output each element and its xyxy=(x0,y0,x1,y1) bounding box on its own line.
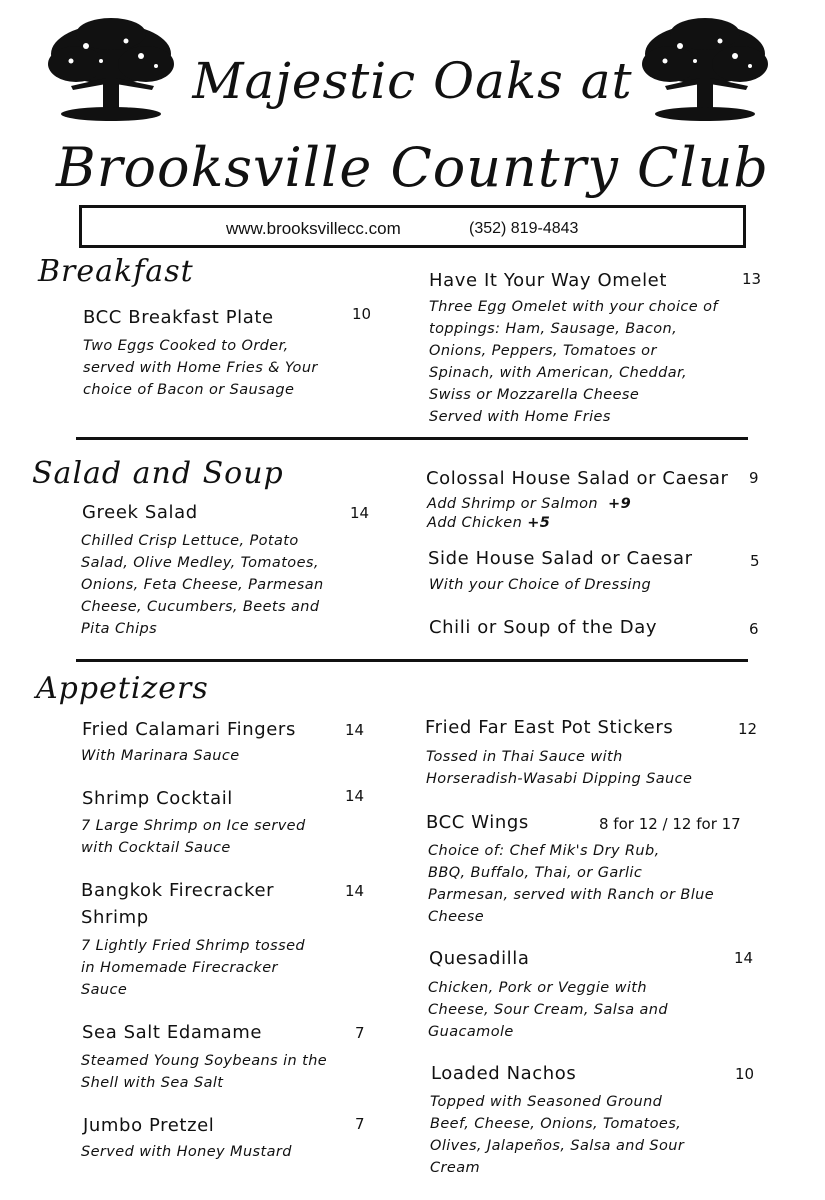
item-description: Choice of: Chef Mik's Dry Rub, BBQ, Buffalo, Thai, or Garlic Parmesan, served with Ranch or Blue Cheese xyxy=(428,843,715,925)
item-price: 14 xyxy=(345,721,365,739)
section-title-salad-soup: Salad and Soup xyxy=(32,456,284,491)
item-description: Topped with Seasoned Ground Beef, Cheese, Onions, Tomatoes, Olives, Jalapeños, Salsa and Sour Cream xyxy=(430,1094,685,1176)
item-name: Have It Your Way Omelet xyxy=(429,270,668,291)
item-price: 7 xyxy=(355,1115,365,1133)
item-price: 14 xyxy=(350,504,370,522)
item-description: Chilled Crisp Lettuce, Potato Salad, Olive Medley, Tomatoes, Onions, Feta Cheese, Parmesan Cheese, Cucumbers, Beets and Pita Chips xyxy=(81,533,324,637)
item-description: Two Eggs Cooked to Order, served with Home Fries & Your choice of Bacon or Sausage xyxy=(83,338,318,398)
item-description: Chicken, Pork or Veggie with Cheese, Sour Cream, Salsa and Guacamole xyxy=(428,980,668,1040)
item-price: 13 xyxy=(742,270,762,288)
item-price: 12 xyxy=(738,720,758,738)
item-price: 14 xyxy=(345,882,365,900)
item-name: Loaded Nachos xyxy=(431,1063,577,1084)
title-line-1: Majestic Oaks at xyxy=(192,52,633,110)
item-price: 5 xyxy=(750,552,760,570)
item-name: Bangkok Firecracker xyxy=(81,880,275,901)
item-name: Colossal House Salad or Caesar xyxy=(426,468,729,489)
item-name: Quesadilla xyxy=(429,948,530,969)
item-price: 14 xyxy=(345,787,365,805)
item-name: Side House Salad or Caesar xyxy=(428,548,693,569)
item-name: Fried Far East Pot Stickers xyxy=(425,717,674,738)
item-price: 10 xyxy=(352,305,372,323)
item-description: 7 Lightly Fried Shrimp tossed in Homemade Firecracker Sauce xyxy=(81,938,306,998)
item-name: Jumbo Pretzel xyxy=(83,1115,215,1136)
item-name: Fried Calamari Fingers xyxy=(82,719,296,740)
item-name: Greek Salad xyxy=(82,502,198,523)
contact-box xyxy=(79,205,746,248)
section-title-breakfast: Breakfast xyxy=(38,254,194,289)
phone-number[interactable]: (352) 819-4843 xyxy=(469,220,579,237)
item-name: BCC Wings xyxy=(426,812,529,833)
section-divider xyxy=(76,437,748,440)
item-price: 9 xyxy=(749,469,759,487)
item-price: 8 for 12 / 12 for 17 xyxy=(599,815,741,833)
addon-line: Add Shrimp or Salmon +9 xyxy=(427,496,632,512)
item-description: Served with Honey Mustard xyxy=(81,1144,292,1160)
item-price: 10 xyxy=(735,1065,755,1083)
item-description: With your Choice of Dressing xyxy=(429,577,652,593)
item-description: Tossed in Thai Sauce with Horseradish-Wasabi Dipping Sauce xyxy=(426,749,693,787)
title-line-2: Brooksville Country Club xyxy=(56,136,769,199)
section-divider xyxy=(76,659,748,662)
item-description: With Marinara Sauce xyxy=(81,748,240,764)
item-price: 7 xyxy=(355,1024,365,1042)
section-title-appetizers: Appetizers xyxy=(36,671,209,706)
item-name: Sea Salt Edamame xyxy=(82,1022,263,1043)
addon-line: Add Chicken +5 xyxy=(427,515,551,531)
item-description: 7 Large Shrimp on Ice served with Cocktail Sauce xyxy=(81,818,306,856)
item-description: Steamed Young Soybeans in the Shell with Sea Salt xyxy=(81,1053,328,1091)
item-name: BCC Breakfast Plate xyxy=(83,307,274,328)
website-link[interactable]: www.brooksvillecc.com xyxy=(226,219,401,238)
item-name: Shrimp Cocktail xyxy=(82,788,233,809)
item-name: Chili or Soup of the Day xyxy=(429,617,658,638)
item-description: Three Egg Omelet with your choice of toppings: Ham, Sausage, Bacon, Onions, Peppers, Tomatoes or Spinach, with American, Cheddar, Swiss or Mozzarella Cheese Served with Home Fries xyxy=(429,299,718,425)
item-name-continued: Shrimp xyxy=(81,907,149,928)
item-price: 6 xyxy=(749,620,759,638)
item-price: 14 xyxy=(734,949,754,967)
